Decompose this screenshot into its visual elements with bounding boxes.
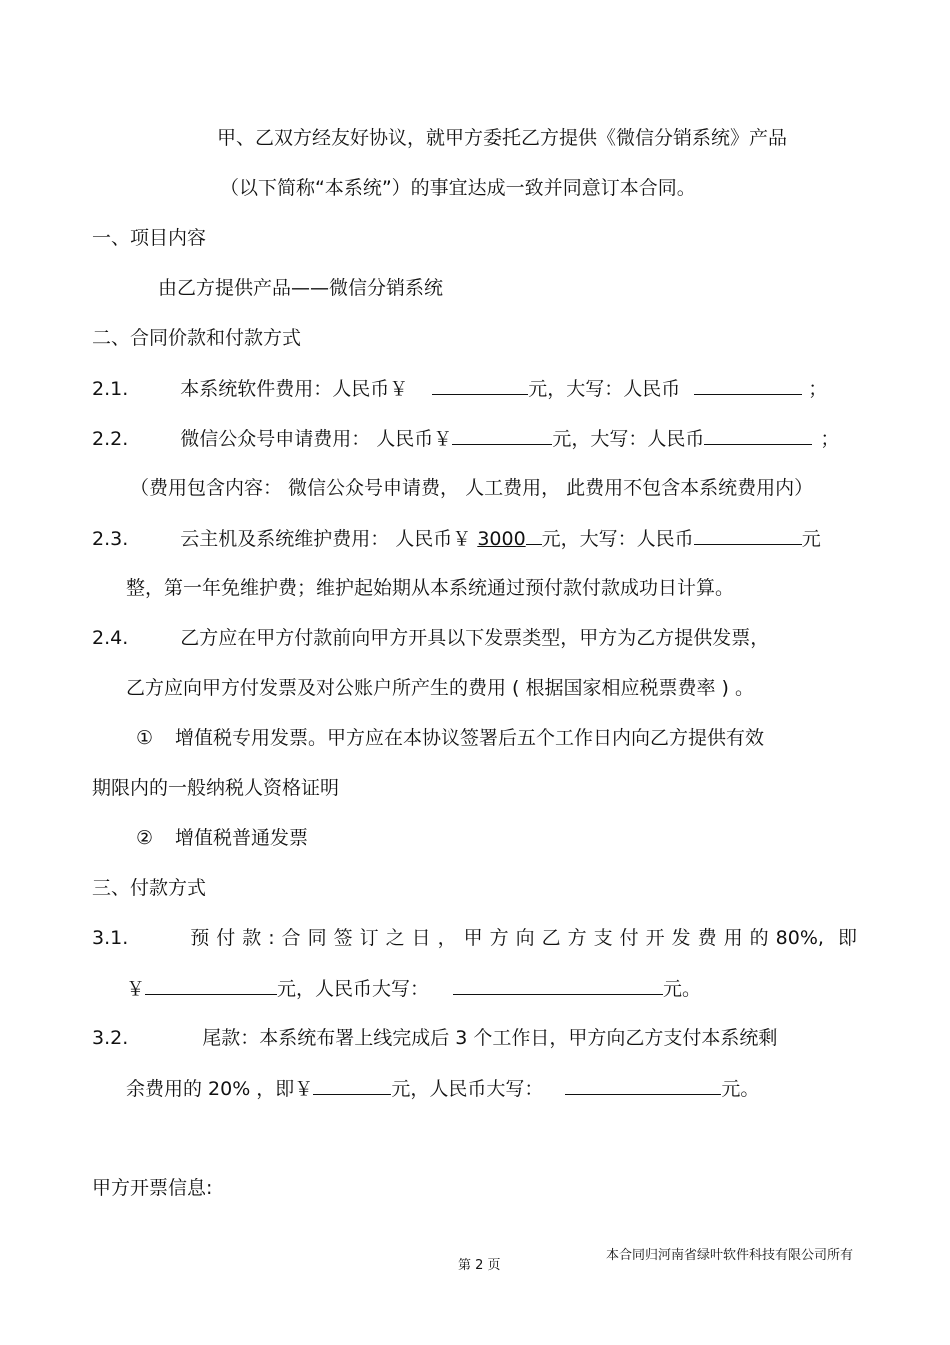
invoice-item-1: [136, 726, 764, 750]
clause-number: 2.4.: [92, 627, 129, 649]
clause-text: 微信公众号申请费用： 人民币￥: [180, 428, 453, 450]
clause-2-3: [92, 526, 821, 551]
clause-3-2: [92, 1026, 777, 1050]
amount-blank: [313, 1076, 391, 1095]
clause-a: 余费用的 20% ，即￥: [126, 1078, 314, 1100]
clause-2-4-cont: 乙方应向甲方付发票及对公账户所产生的费用 ( 根据国家相应税票费率 ) 。: [126, 677, 754, 699]
clause-mid: 元，人民币大写：: [277, 978, 430, 1000]
clause-number: 2.2.: [92, 428, 129, 450]
clause-text: 云主机及系统维护费用： 人民币￥: [180, 528, 472, 550]
uppercase-blank: [694, 526, 802, 545]
clause-end: 元。: [721, 1078, 760, 1100]
uppercase-blank: [453, 976, 663, 995]
clause-end: ；: [808, 378, 828, 400]
clause-text: 预付款:合同签订之日，甲方向乙方支付开发费用的: [190, 927, 776, 949]
intro-line-1: 甲、乙双方经友好协议，就甲方委托乙方提供《微信分销系统》产品: [217, 127, 788, 149]
clause-end: 元: [801, 528, 821, 550]
clause-2-2: [92, 426, 839, 451]
amount-blank: [432, 376, 528, 395]
clause-yuan: 元，大写：人民币: [528, 378, 681, 400]
uppercase-blank: [565, 1076, 721, 1095]
amount-blank: [145, 976, 277, 995]
clause-2-2-note: （费用包含内容： 微信公众号申请费， 人工费用， 此费用不包含本系统费用内）: [130, 477, 814, 499]
clause-text: 尾款：本系统布署上线完成后 3 个工作日，甲方向乙方支付本系统剩: [202, 1027, 778, 1049]
amount-blank: [452, 426, 552, 445]
section-1-body: 由乙方提供产品——微信分销系统: [158, 277, 444, 299]
clause-3-1-cont: [126, 976, 701, 1001]
billing-heading: 甲方开票信息:: [92, 1177, 213, 1199]
ownership-notice: 本合同归河南省绿叶软件科技有限公司所有: [606, 1248, 854, 1263]
clause-3-2-cont: [126, 1076, 759, 1101]
item-text: 增值税普通发票: [175, 827, 309, 849]
uppercase-blank: [704, 426, 812, 445]
clause-number: 3.1.: [92, 927, 129, 949]
item-text: 增值税专用发票。甲方应在本协议签署后五个工作日内向乙方提供有效: [175, 727, 765, 749]
clause-number: 3.2.: [92, 1027, 129, 1049]
clause-2-1: [92, 376, 827, 401]
uppercase-blank: [694, 376, 802, 395]
clause-end: 即: [837, 927, 857, 949]
clause-text: 乙方应在甲方付款前向甲方开具以下发票类型，甲方为乙方提供发票，: [180, 627, 770, 649]
clause-2-3-cont: 整，第一年免维护费；维护起始期从本系统通过预付款付款成功日计算。: [126, 577, 735, 599]
clause-percent: 80%,: [775, 927, 824, 949]
invoice-item-2: [136, 826, 308, 850]
yen-sign: ￥: [126, 978, 146, 1000]
clause-3-1: [92, 926, 857, 950]
section-3-heading: 三、付款方式: [92, 877, 207, 899]
amount-underline-tail: [526, 526, 542, 545]
maintenance-amount: 3000: [477, 528, 526, 550]
clause-end: ；: [820, 428, 840, 450]
item-mark: ②: [136, 827, 154, 849]
clause-end: 元。: [663, 978, 702, 1000]
clause-number: 2.1.: [92, 378, 129, 400]
clause-number: 2.3.: [92, 528, 129, 550]
section-1-heading: 一、项目内容: [92, 227, 207, 249]
page-number: 第 2 页: [458, 1258, 501, 1273]
clause-text: 本系统软件费用：人民币￥: [180, 378, 409, 400]
clause-2-4: [92, 626, 769, 650]
clause-yuan: 元，大写：人民币: [552, 428, 705, 450]
invoice-item-1-cont: 期限内的一般纳税人资格证明: [92, 777, 340, 799]
clause-yuan: 元，大写：人民币: [541, 528, 694, 550]
section-2-heading: 二、合同价款和付款方式: [92, 327, 302, 349]
intro-line-2: （以下简称“本系统”）的事宜达成一致并同意订本合同。: [220, 177, 696, 199]
item-mark: ①: [136, 727, 154, 749]
clause-mid: 元，人民币大写：: [391, 1078, 544, 1100]
